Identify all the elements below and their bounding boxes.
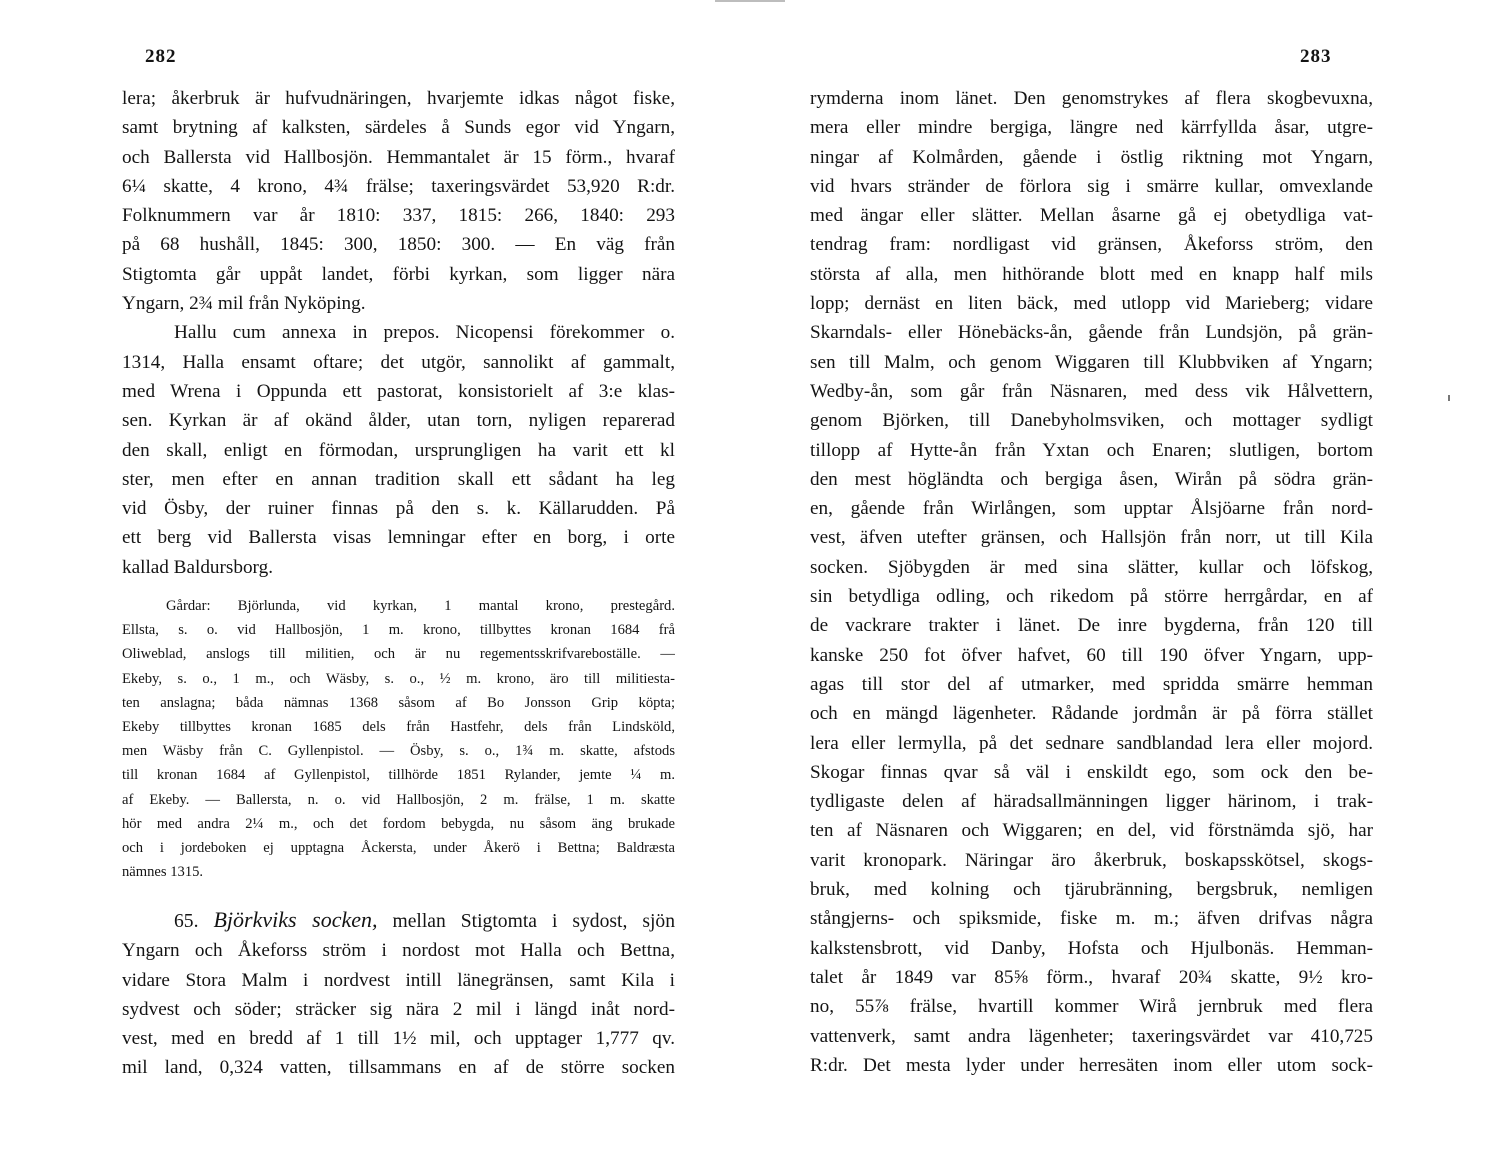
section-heading-line: [122, 904, 675, 936]
section-first-line-rest: mellan Stigtomta i sydost, sjön: [392, 911, 675, 933]
text-line: vidare Stora Malm i nordvest intill länegränsen, samt Kila i: [122, 969, 675, 991]
text-line: med Wrena i Oppunda ett pastorat, konsistorielt af 3:e klas-: [122, 380, 675, 402]
text-line: den skall, enligt en förmodan, ursprungligen ha varit ett kl: [122, 439, 675, 461]
right-text-column: [810, 84, 1373, 1080]
text-line: och Ballersta vid Hallbosjön. Hemmantalet är 15 förm., hvaraf: [122, 146, 675, 168]
text-line: Skarndals- eller Hönebäcks-ån, gående från Lundsjön, på grän-: [810, 322, 1373, 344]
text-line: lera; åkerbruk är hufvudnäringen, hvarjemte idkas något fiske,: [122, 88, 675, 109]
note-line: af Ekeby. — Ballersta, n. o. vid Hallbosjön, 2 m. frälse, 1 m. skatte: [122, 791, 675, 808]
text-line: ten af Näsnaren och Wiggaren; en del, vid förstnämda sjö, har: [810, 820, 1373, 842]
text-line: vest, äfven utefter gränsen, och Hallsjön från norr, ut till Kila: [810, 527, 1373, 549]
text-line: en, gående från Wirlången, som upptar Ålsjöarne från nord-: [810, 498, 1373, 520]
text-line: Yngarn, 2¾ mil från Nyköping.: [122, 293, 366, 315]
text-line: no, 55⅞ frälse, hvartill kommer Wirå jernbruk med flera: [810, 996, 1373, 1018]
text-line: 1314, Halla ensamt oftare; det utgör, sannolikt af gammalt,: [122, 351, 675, 373]
text-line: 6¼ skatte, 4 krono, 4¾ frälse; taxeringsvärdet 53,920 R:dr.: [122, 175, 675, 197]
text-line: tydligaste delen af häradsallmänningen ligger härinom, i trak-: [810, 791, 1373, 813]
page-number-right: 283: [1300, 46, 1332, 67]
text-line: R:dr. Det mesta lyder under herresäten inom eller utom sock-: [810, 1054, 1373, 1076]
text-line: Yngarn och Åkeforss ström i nordost mot Halla och Bettna,: [122, 940, 675, 962]
left-text-column: [122, 84, 675, 1083]
text-line: och en mängd lägenheter. Rådande jordmån är på förra stället: [810, 703, 1373, 725]
text-line: socken. Sjöbygden är med sina slätter, kullar och löfskog,: [810, 556, 1373, 578]
note-line: Oliweblad, anslogs till militien, och är nu regementsskrifvareboställe. —: [122, 646, 675, 663]
text-line: vid Ösby, der ruiner finnas på den s. k. Källarudden. På: [122, 498, 675, 520]
note-line: men Wäsby från C. Gyllenpistol. — Ösby, s. o., 1¾ m. skatte, afstods: [122, 743, 675, 760]
note-line: nämnes 1315.: [122, 864, 204, 881]
text-line: den mest högländta och bergiga åsen, Wirån på södra grän-: [810, 468, 1373, 490]
note-line: Gårdar: Björlunda, vid kyrkan, 1 mantal krono, prestegård.: [166, 598, 675, 615]
text-line: de vackrare trakter i länet. De inre bygderna, från 120 till: [810, 615, 1373, 637]
note-line: Ellsta, s. o. vid Hallbosjön, 1 m. krono, tillbyttes kronan 1684 frå: [122, 622, 675, 639]
text-line: på 68 hushåll, 1845: 300, 1850: 300. — En väg från: [122, 234, 675, 256]
note-line: Ekeby tillbyttes kronan 1685 dels från Hastfehr, dels från Lindsköld,: [122, 718, 675, 735]
section-number: 65.: [174, 911, 199, 933]
page-number-left: 282: [145, 46, 177, 67]
text-line: vid hvars stränder de förlora sig i smärre kullar, omvexlande: [810, 175, 1373, 197]
text-line: ster, men efter en annan tradition skall ett sådant ha leg: [122, 468, 675, 490]
text-line: kalkstensbrott, vid Danby, Hofsta och Hjulbonäs. Hemman-: [810, 937, 1373, 959]
text-line: talet år 1849 var 85⅝ förm., hvaraf 20¾ skatte, 9½ kro-: [810, 966, 1373, 988]
text-line: Stigtomta går uppåt landet, förbi kyrkan, som ligger nära: [122, 263, 675, 285]
note-line: och i jordeboken ej upptagna Åckersta, under Åkerö i Bettna; Baldræsta: [122, 839, 675, 856]
note-line: till kronan 1684 af Gyllenpistol, tillhörde 1851 Rylander, jemte ¼ m.: [122, 767, 675, 784]
text-line: med ängar eller slätter. Mellan åsarne gå ej obetydliga vat-: [810, 205, 1373, 227]
text-line: ningar af Kolmården, gående i östlig riktning mot Yngarn,: [810, 146, 1373, 168]
text-line: agas till stor del af utmarker, med spridda smärre hemman: [810, 673, 1373, 695]
text-line: kallad Baldursborg.: [122, 556, 273, 578]
section-title: Björkviks socken,: [213, 907, 378, 933]
text-line: genom Björken, till Danebyholmsviken, och mottager sydligt: [810, 410, 1373, 432]
text-line: stångjerns- och spiksmide, fiske m. m.; äfven drifvas några: [810, 908, 1373, 930]
text-line: samt brytning af kalksten, särdeles å Sunds egor vid Yngarn,: [122, 117, 675, 139]
note-line: ten anslagna; båda nämnas 1368 såsom af Bo Jonsson Grip köpta;: [122, 694, 675, 711]
spacer: [122, 582, 675, 594]
text-line: varit kronopark. Näringar äro åkerbruk, boskapsskötsel, skogs-: [810, 849, 1373, 871]
spacer: [122, 884, 675, 904]
text-line: rymderna inom länet. Den genomstrykes af flera skogbevuxna,: [810, 88, 1373, 109]
text-line: ett berg vid Ballersta visas lemningar efter en borg, i orte: [122, 527, 675, 549]
note-line: Ekeby, s. o., 1 m., och Wäsby, s. o., ½ m. krono, äro till militiesta-: [122, 670, 675, 687]
text-line: största af alla, men hithörande blott med en knapp half mils: [810, 263, 1373, 285]
text-line: vattenverk, samt andra lägenheter; taxeringsvärdet var 410,725: [810, 1025, 1373, 1047]
paragraph-1: [122, 84, 675, 318]
text-line: lera eller lermylla, på det sednare sandblandad lera eller mojord.: [810, 732, 1373, 754]
text-line: sydvest och söder; sträcker sig nära 2 mil i längd inåt nord-: [122, 998, 675, 1020]
text-line: Folknummern var år 1810: 337, 1815: 266, 1840: 293: [122, 205, 675, 227]
text-line: vest, med en bredd af 1 till 1½ mil, och upptager 1,777 qv.: [122, 1028, 675, 1050]
text-line: Hallu cum annexa in prepos. Nicopensi förekommer o.: [174, 322, 675, 344]
right-page: [750, 0, 1500, 1151]
text-line: tillopp af Hytte-ån från Yxtan och Enaren; slutligen, bortom: [810, 439, 1373, 461]
estates-note: [122, 594, 675, 884]
text-line: mera eller mindre bergiga, längre ned kärrfyllda åsar, utgre-: [810, 117, 1373, 139]
text-line: Wedby-ån, som går från Näsnaren, med dess vik Hålvettern,: [810, 380, 1373, 402]
text-line: sen. Kyrkan är af okänd ålder, utan torn, nyligen reparerad: [122, 410, 675, 432]
text-line: tendrag fram: nordligast vid gränsen, Åkeforss ström, den: [810, 234, 1373, 256]
text-line: mil land, 0,324 vatten, tillsammans en af de större socken: [122, 1057, 675, 1079]
text-line: sin betydliga odling, och rikedom på större herrgårdar, en af: [810, 586, 1373, 608]
paragraph-2: [122, 318, 675, 582]
text-line: lopp; dernäst en liten bäck, med utlopp vid Marieberg; vidare: [810, 293, 1373, 315]
note-line: hör med andra 2¼ m., och det fordom bebygda, nu såsom äng brukade: [122, 815, 675, 832]
text-line: Skogar finnas qvar så väl i enskildt ego, som ock den be-: [810, 761, 1373, 783]
section-65: [122, 904, 675, 1082]
text-line: kanske 250 fot öfver hafvet, 60 till 190 öfver Yngarn, upp-: [810, 644, 1373, 666]
text-line: bruk, med kolning och tjärubränning, bergsbruk, nemligen: [810, 879, 1373, 901]
text-line: sen till Malm, och genom Wiggaren till Klubbviken af Yngarn;: [810, 351, 1373, 373]
margin-mark: [1448, 395, 1450, 401]
